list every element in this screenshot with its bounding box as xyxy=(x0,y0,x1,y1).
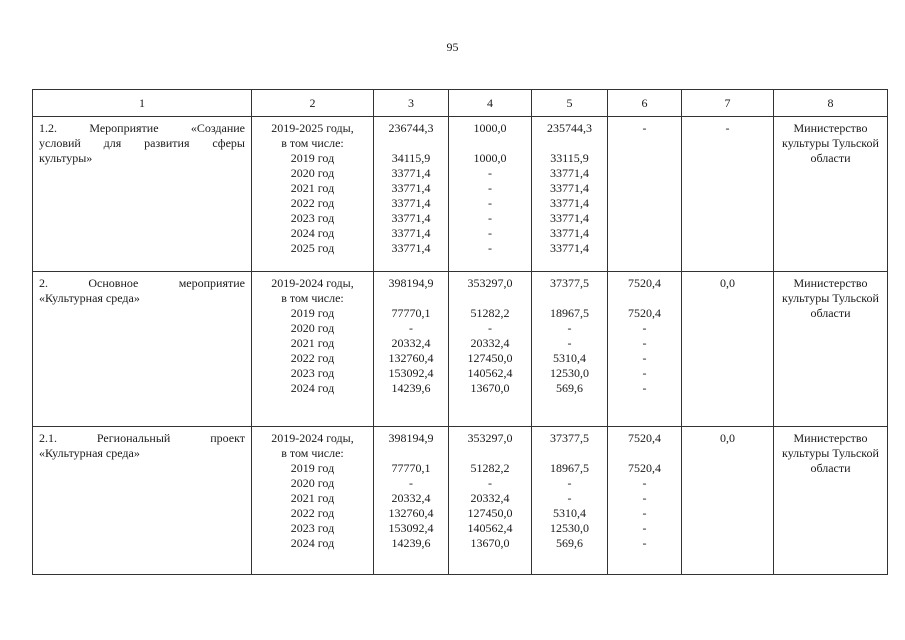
value-line: 12530,0 xyxy=(550,366,589,380)
value-line: 14239,6 xyxy=(391,536,431,550)
period-cell xyxy=(252,272,374,427)
value-line xyxy=(532,291,607,306)
value-line: - xyxy=(488,181,492,195)
value-line: 127450,0 xyxy=(467,506,513,520)
value-line: - xyxy=(567,321,572,335)
value-line: 33771,4 xyxy=(391,211,431,225)
value-line: - xyxy=(642,366,647,380)
period-line: 2025 год xyxy=(290,241,335,255)
activity-name-word: Мероприятие xyxy=(89,121,159,135)
municipal-cell xyxy=(608,427,682,575)
value-line: 34115,9 xyxy=(391,151,431,165)
value-line: 18967,5 xyxy=(550,461,589,475)
value-line: 33771,4 xyxy=(391,181,431,195)
value-line: 140562,4 xyxy=(467,521,513,535)
financing-table xyxy=(32,89,888,575)
value-line: 7520,4 xyxy=(628,431,661,445)
value-line: 569,6 xyxy=(556,381,583,395)
period-line: в том числе: xyxy=(281,291,344,305)
period-line: 2019-2025 годы, xyxy=(271,121,354,135)
value-line: - xyxy=(642,476,647,490)
header-col-3: 3 xyxy=(374,90,449,117)
value-line: 20332,4 xyxy=(470,336,510,350)
period-line: в том числе: xyxy=(281,136,344,150)
value-line: 51282,2 xyxy=(470,306,510,320)
value-line: 1000,0 xyxy=(473,121,507,135)
activity-name-line xyxy=(39,121,245,136)
value-line: 33771,4 xyxy=(550,196,589,210)
period-line: 2019 год xyxy=(290,306,335,320)
period-line: в том числе: xyxy=(281,446,344,460)
period-line: 2020 год xyxy=(290,166,335,180)
value-line: 33771,4 xyxy=(391,226,431,240)
regional-cell xyxy=(532,117,608,272)
value-line: - xyxy=(642,381,647,395)
federal-cell xyxy=(449,272,532,427)
activity-name-word: 1.2. xyxy=(39,121,57,135)
value-line xyxy=(374,136,448,151)
total-cell xyxy=(374,427,449,575)
value-line: - xyxy=(488,321,492,335)
activity-name-line: «Культурная среда» xyxy=(39,291,140,305)
value-line: - xyxy=(642,351,647,365)
value-line: 5310,4 xyxy=(553,506,586,520)
period-cell xyxy=(252,427,374,575)
header-col-4: 4 xyxy=(449,90,532,117)
value-line: 12530,0 xyxy=(550,521,589,535)
period-line: 2019 год xyxy=(290,461,335,475)
period-line: 2019-2024 годы, xyxy=(271,276,354,290)
period-line: 2020 год xyxy=(290,476,335,490)
value-line: 7520,4 xyxy=(628,276,661,290)
activity-name-word: «Создание xyxy=(190,121,245,135)
activity-name-word: мероприятие xyxy=(178,276,245,290)
value-line: 398194,9 xyxy=(388,276,434,290)
value-line: - xyxy=(488,211,492,225)
table-row xyxy=(33,427,888,575)
value-line xyxy=(374,446,448,461)
value-line: 18967,5 xyxy=(550,306,589,320)
value-line: - xyxy=(642,506,647,520)
value-line: 77770,1 xyxy=(391,461,431,475)
activity-name-cell xyxy=(33,272,252,427)
value-line: 33771,4 xyxy=(550,166,589,180)
value-line: - xyxy=(642,536,647,550)
value-line: 0,0 xyxy=(720,431,735,445)
activity-name-word: проект xyxy=(210,431,245,445)
value-line: 13670,0 xyxy=(470,536,510,550)
table-row xyxy=(33,272,888,427)
regional-cell xyxy=(532,427,608,575)
value-line: 14239,6 xyxy=(391,381,431,395)
value-line: 13670,0 xyxy=(470,381,510,395)
value-line: 353297,0 xyxy=(467,276,513,290)
value-line: 51282,2 xyxy=(470,461,510,475)
header-row xyxy=(33,90,888,117)
value-line: 569,6 xyxy=(556,536,583,550)
value-line: 153092,4 xyxy=(388,366,434,380)
value-line: 132760,4 xyxy=(388,351,434,365)
value-line: 33771,4 xyxy=(550,211,589,225)
value-line: 33771,4 xyxy=(550,226,589,240)
value-line: 20332,4 xyxy=(391,491,431,505)
value-line: - xyxy=(567,476,572,490)
activity-name-word: 2.1. xyxy=(39,431,57,445)
activity-name-word: развития xyxy=(144,136,190,150)
header-col-5: 5 xyxy=(532,90,608,117)
period-line: 2022 год xyxy=(290,196,335,210)
value-line: - xyxy=(642,491,647,505)
value-line: 33771,4 xyxy=(391,196,431,210)
value-line: 20332,4 xyxy=(470,491,510,505)
total-cell xyxy=(374,117,449,272)
activity-name-line xyxy=(39,431,245,446)
value-line: 33771,4 xyxy=(391,241,431,255)
period-line: 2023 год xyxy=(290,211,335,225)
value-line: 353297,0 xyxy=(467,431,513,445)
period-line: 2023 год xyxy=(290,521,335,535)
period-line: 2020 год xyxy=(290,321,335,335)
period-line: 2019 год xyxy=(290,151,335,165)
value-line: 77770,1 xyxy=(391,306,431,320)
value-line xyxy=(608,291,681,306)
value-line: - xyxy=(642,121,647,135)
activity-name-word: для xyxy=(103,136,122,150)
activity-name-word: условий xyxy=(39,136,81,150)
activity-name-cell xyxy=(33,117,252,272)
value-line: - xyxy=(488,476,492,490)
activity-name-word: сферы xyxy=(212,136,245,150)
value-line xyxy=(374,291,448,306)
period-line: 2019-2024 годы, xyxy=(271,431,354,445)
page-number: 95 xyxy=(446,40,459,54)
value-line: - xyxy=(567,491,572,505)
value-line: 5310,4 xyxy=(553,351,586,365)
value-line: - xyxy=(642,336,647,350)
municipal-cell xyxy=(608,272,682,427)
value-line: - xyxy=(642,521,647,535)
value-line: 33115,9 xyxy=(550,151,589,165)
extrabudget-cell xyxy=(682,427,774,575)
period-line: 2024 год xyxy=(290,226,335,240)
header-col-1: 1 xyxy=(33,90,252,117)
value-line xyxy=(532,446,607,461)
period-line: 2023 год xyxy=(290,366,335,380)
header-col-6: 6 xyxy=(608,90,682,117)
value-line: - xyxy=(488,241,492,255)
total-cell xyxy=(374,272,449,427)
activity-name-word: Основное xyxy=(88,276,139,290)
value-line: 33771,4 xyxy=(391,166,431,180)
value-line: - xyxy=(488,196,492,210)
value-line: 235744,3 xyxy=(547,121,592,135)
header-col-2: 2 xyxy=(252,90,374,117)
period-line: 2024 год xyxy=(290,381,335,395)
extrabudget-cell xyxy=(682,272,774,427)
value-line: - xyxy=(409,321,413,335)
value-line xyxy=(449,136,531,151)
header-col-8: 8 xyxy=(774,90,888,117)
activity-name-line xyxy=(39,136,245,151)
value-line: - xyxy=(642,321,647,335)
period-line: 2021 год xyxy=(290,336,335,350)
value-line: 236744,3 xyxy=(388,121,434,135)
activity-name-cell xyxy=(33,427,252,575)
value-line: 7520,4 xyxy=(628,306,661,320)
value-line: 140562,4 xyxy=(467,366,513,380)
activity-name-line xyxy=(39,276,245,291)
activity-name-word: Региональный xyxy=(96,431,171,445)
period-line: 2022 год xyxy=(290,506,335,520)
value-line: 37377,5 xyxy=(550,276,589,290)
value-line xyxy=(449,446,531,461)
value-line: - xyxy=(725,121,730,135)
extrabudget-cell xyxy=(682,117,774,272)
regional-cell xyxy=(532,272,608,427)
responsible-cell: Министерство культуры Тульской области xyxy=(774,427,888,575)
table-row xyxy=(33,117,888,272)
value-line: 153092,4 xyxy=(388,521,434,535)
value-line: - xyxy=(488,226,492,240)
header-col-7: 7 xyxy=(682,90,774,117)
federal-cell xyxy=(449,117,532,272)
activity-name-line: культуры» xyxy=(39,151,93,165)
period-line: 2022 год xyxy=(290,351,335,365)
period-line: 2021 год xyxy=(290,491,335,505)
value-line: - xyxy=(488,166,492,180)
value-line: 398194,9 xyxy=(388,431,434,445)
period-line: 2024 год xyxy=(290,536,335,550)
value-line xyxy=(532,136,607,151)
value-line: 33771,4 xyxy=(550,241,589,255)
value-line: 20332,4 xyxy=(391,336,431,350)
activity-name-line: «Культурная среда» xyxy=(39,446,140,460)
responsible-cell: Министерство культуры Тульской области xyxy=(774,117,888,272)
value-line: 127450,0 xyxy=(467,351,513,365)
value-line: 1000,0 xyxy=(473,151,507,165)
responsible-cell: Министерство культуры Тульской области xyxy=(774,272,888,427)
value-line: 0,0 xyxy=(720,276,735,290)
value-line xyxy=(449,291,531,306)
federal-cell xyxy=(449,427,532,575)
period-line: 2021 год xyxy=(290,181,335,195)
value-line: 7520,4 xyxy=(628,461,661,475)
value-line: 37377,5 xyxy=(550,431,589,445)
value-line: 132760,4 xyxy=(388,506,434,520)
value-line xyxy=(608,446,681,461)
activity-name-word: 2. xyxy=(39,276,48,290)
value-line: 33771,4 xyxy=(550,181,589,195)
value-line: - xyxy=(409,476,413,490)
value-line: - xyxy=(567,336,572,350)
period-cell xyxy=(252,117,374,272)
municipal-cell xyxy=(608,117,682,272)
